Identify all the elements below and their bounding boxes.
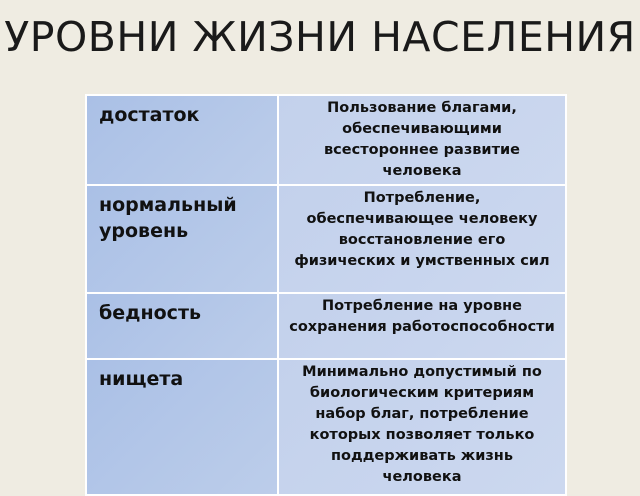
table-row	[86, 359, 566, 495]
living-standards-table	[85, 94, 567, 496]
level-description-cell: Пользование благами, обеспечивающими всестороннее развитие человека	[278, 95, 566, 185]
level-name-cell: достаток	[86, 95, 278, 185]
level-name-cell: бедность	[86, 293, 278, 359]
table-row	[86, 95, 566, 185]
level-name-cell: нормальный уровень	[86, 185, 278, 293]
level-description-cell: Потребление, обеспечивающее человеку восстановление его физических и умственных сил	[278, 185, 566, 293]
level-description-cell: Минимально допустимый по биологическим критериям набор благ, потребление которых позволяет только поддерживать жизнь человека	[278, 359, 566, 495]
level-description-cell: Потребление на уровне сохранения работоспособности	[278, 293, 566, 359]
level-name-cell: нищета	[86, 359, 278, 495]
slide-title: УРОВНИ ЖИЗНИ НАСЕЛЕНИЯ	[4, 13, 636, 61]
table-row	[86, 293, 566, 359]
table-row	[86, 185, 566, 293]
